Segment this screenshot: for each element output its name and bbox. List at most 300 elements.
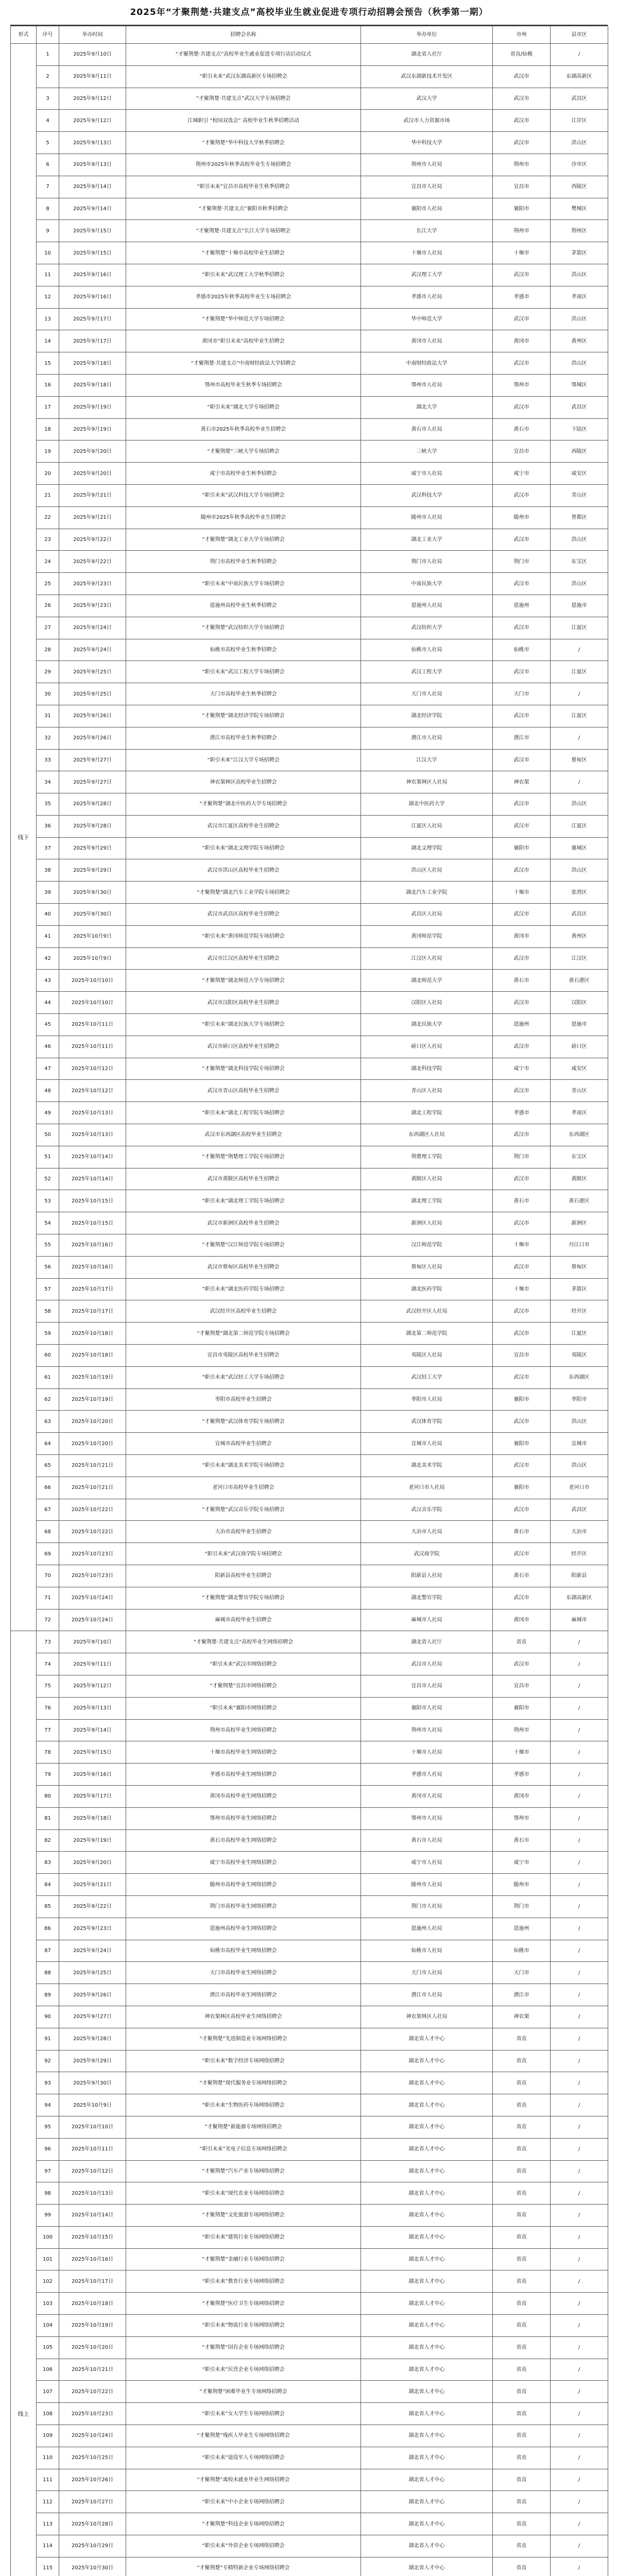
fair-name-cell: 武汉市汉阳区高校毕业生招聘会 (126, 992, 361, 1014)
city-cell: 襄阳市 (493, 1477, 551, 1499)
index-cell: 82 (37, 1829, 59, 1852)
header-district: 县市区 (551, 26, 608, 44)
city-cell: 省直 (493, 2403, 551, 2425)
table-row (11, 617, 608, 639)
table-row (11, 242, 608, 264)
fair-name-cell: “职引未来”黄冈师范学院专场招聘会 (126, 925, 361, 947)
date-cell: 2025年10月23日 (59, 2403, 126, 2425)
table-row (11, 1543, 608, 1565)
table-row (11, 1697, 608, 1719)
date-cell: 2025年9月13日 (59, 154, 126, 176)
index-cell: 107 (37, 2381, 59, 2403)
date-cell: 2025年9月18日 (59, 374, 126, 396)
table-row (11, 1895, 608, 1918)
organizer-cell: 鄂州市人社局 (361, 1807, 493, 1829)
city-cell: 荆州市 (493, 220, 551, 242)
organizer-cell: 硚口区人社局 (361, 1036, 493, 1058)
organizer-cell: 黄陂区人社局 (361, 1168, 493, 1190)
organizer-cell: 武汉大学 (361, 88, 493, 110)
index-cell: 35 (37, 793, 59, 816)
table-row (11, 330, 608, 352)
organizer-cell: 夷陵区人社局 (361, 1345, 493, 1367)
index-cell: 36 (37, 815, 59, 837)
date-cell: 2025年9月29日 (59, 859, 126, 882)
city-cell: 省直 (493, 2205, 551, 2227)
index-cell: 16 (37, 374, 59, 396)
date-cell: 2025年10月12日 (59, 2160, 126, 2182)
fair-name-cell: “职引未来”女大学生专场网络招聘会 (126, 2403, 361, 2425)
city-cell: 武汉市 (493, 1366, 551, 1388)
date-cell: 2025年9月10日 (59, 44, 126, 66)
date-cell: 2025年10月20日 (59, 2336, 126, 2359)
index-cell: 3 (37, 88, 59, 110)
date-cell: 2025年9月19日 (59, 1829, 126, 1852)
index-cell: 67 (37, 1499, 59, 1521)
fair-name-cell: “才聚荆楚”金融行业专场网络招聘会 (126, 2248, 361, 2270)
fair-name-cell: 荆门市高校毕业生网络招聘会 (126, 1895, 361, 1918)
date-cell: 2025年9月18日 (59, 1807, 126, 1829)
index-cell: 112 (37, 2491, 59, 2513)
fair-name-cell: 孝感市高校毕业生网络招聘会 (126, 1764, 361, 1786)
organizer-cell: 湖北省人才中心 (361, 2248, 493, 2270)
fair-name-cell: 天门市高校毕业生网络招聘会 (126, 1962, 361, 1984)
index-cell: 42 (37, 947, 59, 970)
index-cell: 50 (37, 1124, 59, 1146)
date-cell: 2025年10月27日 (59, 2491, 126, 2513)
district-cell: / (551, 2248, 608, 2270)
fair-name-cell: “职引未来”湖北民族大学专场招聘会 (126, 1014, 361, 1036)
table-row (11, 374, 608, 396)
index-cell: 85 (37, 1895, 59, 1918)
table-row (11, 264, 608, 286)
table-row (11, 2028, 608, 2050)
organizer-cell: 湖北省人才中心 (361, 2403, 493, 2425)
organizer-cell: 黄冈师范学院 (361, 925, 493, 947)
organizer-cell: 江汉大学 (361, 749, 493, 771)
date-cell: 2025年9月16日 (59, 286, 126, 308)
district-cell: 硚口区 (551, 1036, 608, 1058)
table-row (11, 1653, 608, 1675)
date-cell: 2025年10月20日 (59, 1411, 126, 1433)
table-row (11, 1852, 608, 1874)
organizer-cell: 湖北省人才中心 (361, 2182, 493, 2205)
city-cell: 荆门市 (493, 551, 551, 573)
district-cell: 洪山区 (551, 308, 608, 330)
district-cell: / (551, 1653, 608, 1675)
index-cell: 39 (37, 882, 59, 904)
district-cell: 江汉区 (551, 947, 608, 970)
city-cell: 随州市 (493, 506, 551, 529)
city-cell: 黄石市 (493, 970, 551, 992)
index-cell: 98 (37, 2182, 59, 2205)
index-cell: 68 (37, 1521, 59, 1543)
district-cell: / (551, 2469, 608, 2491)
date-cell: 2025年10月14日 (59, 2205, 126, 2227)
table-row (11, 1741, 608, 1764)
date-cell: 2025年9月21日 (59, 506, 126, 529)
table-row (11, 1124, 608, 1146)
period-cell: 线上 (11, 1631, 37, 2576)
organizer-cell: 枣阳市人社局 (361, 1388, 493, 1411)
organizer-cell: 江夏区人社局 (361, 815, 493, 837)
index-cell: 55 (37, 1234, 59, 1257)
index-cell: 94 (37, 2094, 59, 2116)
fair-name-cell: “才聚荆楚”湖北中医药大学专场招聘会 (126, 793, 361, 816)
city-cell: 黄石市 (493, 1190, 551, 1212)
index-cell: 76 (37, 1697, 59, 1719)
district-cell: / (551, 2226, 608, 2248)
date-cell: 2025年9月25日 (59, 661, 126, 683)
city-cell: 襄阳市 (493, 1697, 551, 1719)
city-cell: 武汉市 (493, 1080, 551, 1102)
date-cell: 2025年10月13日 (59, 2182, 126, 2205)
city-cell: 黄石市 (493, 418, 551, 440)
fair-name-cell: “才聚荆楚”新能源专场网络招聘会 (126, 2116, 361, 2138)
table-row (11, 65, 608, 88)
city-cell: 襄阳市 (493, 1433, 551, 1455)
organizer-cell: 三峡大学 (361, 440, 493, 463)
fair-name-cell: 神农架林区高校毕业生招聘会 (126, 771, 361, 793)
organizer-cell: 青山区人社局 (361, 1080, 493, 1102)
fair-name-cell: “职引未来”武汉轻工大学专场招聘会 (126, 1366, 361, 1388)
fair-name-cell: “才聚荆楚”汽车产业专场网络招聘会 (126, 2160, 361, 2182)
index-cell: 78 (37, 1741, 59, 1764)
table-row (11, 970, 608, 992)
fair-name-cell: 潜江市高校毕业生网络招聘会 (126, 1984, 361, 2006)
district-cell: 武昌区 (551, 88, 608, 110)
fair-name-cell: “才聚荆楚”残疾人毕业生专场网络招聘会 (126, 2425, 361, 2447)
index-cell: 80 (37, 1785, 59, 1807)
fair-name-cell: “才聚荆楚”湖北科技学院专场招聘会 (126, 1058, 361, 1080)
index-cell: 53 (37, 1190, 59, 1212)
date-cell: 2025年9月11日 (59, 1653, 126, 1675)
city-cell: 十堰市 (493, 242, 551, 264)
table-row (11, 2425, 608, 2447)
date-cell: 2025年9月23日 (59, 1918, 126, 1940)
organizer-cell: 仙桃市人社局 (361, 1940, 493, 1962)
index-cell: 109 (37, 2425, 59, 2447)
notice-sheet (10, 0, 608, 2576)
table-row (11, 859, 608, 882)
date-cell: 2025年10月22日 (59, 1521, 126, 1543)
city-cell: 荆州市 (493, 1719, 551, 1741)
city-cell: 武汉市 (493, 88, 551, 110)
table-row (11, 1984, 608, 2006)
city-cell: 武汉市 (493, 904, 551, 926)
district-cell: / (551, 1895, 608, 1918)
organizer-cell: 仙桃市人社局 (361, 639, 493, 661)
city-cell: 仙桃市 (493, 1940, 551, 1962)
city-cell: 省直 (493, 2381, 551, 2403)
date-cell: 2025年9月22日 (59, 529, 126, 551)
city-cell: 省直 (493, 2557, 551, 2576)
date-cell: 2025年9月18日 (59, 352, 126, 375)
index-cell: 29 (37, 661, 59, 683)
district-cell: 下陆区 (551, 418, 608, 440)
fair-name-cell: 黄冈市高校毕业生网络招聘会 (126, 1785, 361, 1807)
fair-name-cell: “才聚荆楚”华中师范大学专场招聘会 (126, 308, 361, 330)
date-cell: 2025年10月18日 (59, 1323, 126, 1345)
date-cell: 2025年10月30日 (59, 2557, 126, 2576)
organizer-cell: 黄冈市人社局 (361, 330, 493, 352)
index-cell: 75 (37, 1675, 59, 1697)
fair-name-cell: “才聚荆楚”华中科技大学秋季招聘会 (126, 132, 361, 154)
district-cell: / (551, 1719, 608, 1741)
index-cell: 38 (37, 859, 59, 882)
city-cell: 武汉市 (493, 396, 551, 418)
date-cell: 2025年9月23日 (59, 573, 126, 595)
organizer-cell: 湖北科技学院 (361, 1058, 493, 1080)
index-cell: 18 (37, 418, 59, 440)
district-cell: 经开区 (551, 1543, 608, 1565)
district-cell: / (551, 2557, 608, 2576)
table-row (11, 2359, 608, 2381)
city-cell: 随州市 (493, 1874, 551, 1896)
table-row (11, 1499, 608, 1521)
date-cell: 2025年10月17日 (59, 1300, 126, 1323)
date-cell: 2025年9月28日 (59, 2028, 126, 2050)
district-cell: / (551, 1940, 608, 1962)
fair-name-cell: 潜江市高校毕业生秋季招聘会 (126, 727, 361, 749)
date-cell: 2025年10月28日 (59, 2513, 126, 2535)
date-cell: 2025年9月16日 (59, 1764, 126, 1786)
date-cell: 2025年9月10日 (59, 1631, 126, 1653)
index-cell: 103 (37, 2293, 59, 2315)
district-cell: 经开区 (551, 1300, 608, 1323)
organizer-cell: 湖北工业大学 (361, 529, 493, 551)
organizer-cell: 湖北省人才中心 (361, 2293, 493, 2315)
city-cell: 省直 (493, 2535, 551, 2557)
index-cell: 111 (37, 2469, 59, 2491)
index-cell: 32 (37, 727, 59, 749)
district-cell: / (551, 2138, 608, 2160)
city-cell: 省直 (493, 2138, 551, 2160)
district-cell: 东湖高新区 (551, 65, 608, 88)
city-cell: 武汉市 (493, 793, 551, 816)
city-cell: 黄石市 (493, 1829, 551, 1852)
table-row (11, 132, 608, 154)
organizer-cell: 湖北省人才中心 (361, 2513, 493, 2535)
index-cell: 59 (37, 1323, 59, 1345)
organizer-cell: 湖北警官学院 (361, 1587, 493, 1609)
district-cell: 丹江口市 (551, 1234, 608, 1257)
district-cell: 黄石港区 (551, 1190, 608, 1212)
fair-name-cell: 武汉经开区高校毕业生招聘会 (126, 1300, 361, 1323)
organizer-cell: 湖北省人才中心 (361, 2116, 493, 2138)
fair-name-cell: “才聚荆楚”湖北工业大学专场招聘会 (126, 529, 361, 551)
fair-name-cell: “职引未来”现代农业专场网络招聘会 (126, 2182, 361, 2205)
date-cell: 2025年9月28日 (59, 815, 126, 837)
city-cell: 武汉市 (493, 264, 551, 286)
index-cell: 43 (37, 970, 59, 992)
fair-name-cell: 荆门市高校毕业生秋季招聘会 (126, 551, 361, 573)
city-cell: 襄阳市 (493, 837, 551, 859)
city-cell: 武汉市 (493, 1256, 551, 1278)
fair-name-cell: “职引未来”外资企业专场网络招聘会 (126, 2535, 361, 2557)
table-row (11, 2160, 608, 2182)
index-cell: 14 (37, 330, 59, 352)
fair-name-cell: 孝感市2025年秋季高校毕业生专场招聘会 (126, 286, 361, 308)
index-cell: 12 (37, 286, 59, 308)
district-cell: / (551, 2028, 608, 2050)
table-row (11, 1212, 608, 1234)
organizer-cell: 荆门市人社局 (361, 551, 493, 573)
index-cell: 86 (37, 1918, 59, 1940)
index-cell: 60 (37, 1345, 59, 1367)
district-cell: / (551, 2160, 608, 2182)
fair-name-cell: “才聚荆楚”先进制造业专场网络招聘会 (126, 2028, 361, 2050)
date-cell: 2025年9月24日 (59, 617, 126, 639)
table-row (11, 595, 608, 617)
index-cell: 69 (37, 1543, 59, 1565)
fair-name-cell: “职引未来”襄阳市网络招聘会 (126, 1697, 361, 1719)
district-cell: 枣阳市 (551, 1388, 608, 1411)
date-cell: 2025年10月9日 (59, 2094, 126, 2116)
table-row (11, 2513, 608, 2535)
organizer-cell: 武汉商学院 (361, 1543, 493, 1565)
index-cell: 77 (37, 1719, 59, 1741)
city-cell: 武汉市 (493, 1653, 551, 1675)
city-cell: 武汉市 (493, 1323, 551, 1345)
index-cell: 13 (37, 308, 59, 330)
fair-name-cell: 神农架林区高校毕业生网络招聘会 (126, 2006, 361, 2028)
index-cell: 4 (37, 110, 59, 132)
district-cell: 大冶市 (551, 1521, 608, 1543)
index-cell: 72 (37, 1609, 59, 1631)
organizer-cell: 武汉市人力资源市场 (361, 110, 493, 132)
index-cell: 58 (37, 1300, 59, 1323)
date-cell: 2025年9月12日 (59, 1675, 126, 1697)
city-cell: 鄂州市 (493, 374, 551, 396)
district-cell: / (551, 2006, 608, 2028)
district-cell: 汉阳区 (551, 992, 608, 1014)
city-cell: 黄石市 (493, 1565, 551, 1587)
index-cell: 33 (37, 749, 59, 771)
table-row (11, 1014, 608, 1036)
organizer-cell: 汉阳区人社局 (361, 992, 493, 1014)
table-row (11, 2270, 608, 2293)
district-cell: 东西湖区 (551, 1124, 608, 1146)
fair-name-cell: “才聚荆楚”湖北师范大学专场招聘会 (126, 970, 361, 992)
district-cell: 洪山区 (551, 264, 608, 286)
city-cell: 孝感市 (493, 1102, 551, 1124)
organizer-cell: 湖北省人才中心 (361, 2138, 493, 2160)
table-row (11, 683, 608, 705)
table-row (11, 1609, 608, 1631)
date-cell: 2025年9月26日 (59, 1984, 126, 2006)
city-cell: 武汉市 (493, 617, 551, 639)
city-cell: 十堰市 (493, 1741, 551, 1764)
organizer-cell: 荆州市人社局 (361, 1719, 493, 1741)
date-cell: 2025年9月19日 (59, 418, 126, 440)
organizer-cell: 孝感市人社局 (361, 1764, 493, 1786)
table-row (11, 2050, 608, 2072)
organizer-cell: 十堰市人社局 (361, 242, 493, 264)
table-row (11, 2138, 608, 2160)
date-cell: 2025年10月10日 (59, 2116, 126, 2138)
organizer-cell: 湖北省人才中心 (361, 2359, 493, 2381)
city-cell: 武汉市 (493, 947, 551, 970)
table-row (11, 2315, 608, 2337)
date-cell: 2025年9月12日 (59, 110, 126, 132)
district-cell: 蔡甸区 (551, 1256, 608, 1278)
organizer-cell: 潜江市人社局 (361, 1984, 493, 2006)
header-date: 举办时间 (59, 26, 126, 44)
index-cell: 30 (37, 683, 59, 705)
index-cell: 23 (37, 529, 59, 551)
city-cell: 武汉市 (493, 573, 551, 595)
fair-name-cell: “才聚荆楚”武汉纺织大学专场招聘会 (126, 617, 361, 639)
district-cell: 咸安区 (551, 1058, 608, 1080)
organizer-cell: 湖北省人才中心 (361, 2469, 493, 2491)
fair-name-cell: “才聚荆楚·共建支点”中南财经政法大学招聘会 (126, 352, 361, 375)
city-cell: 十堰市 (493, 1234, 551, 1257)
table-row (11, 1256, 608, 1278)
city-cell: 神农架 (493, 2006, 551, 2028)
fair-name-cell: 阳新县高校毕业生招聘会 (126, 1565, 361, 1587)
index-cell: 89 (37, 1984, 59, 2006)
index-cell: 31 (37, 705, 59, 727)
date-cell: 2025年9月24日 (59, 1940, 126, 1962)
date-cell: 2025年10月14日 (59, 1168, 126, 1190)
organizer-cell: 阳新县人社局 (361, 1565, 493, 1587)
index-cell: 5 (37, 132, 59, 154)
table-row (11, 2447, 608, 2469)
table-row (11, 286, 608, 308)
city-cell: 孝感市 (493, 1764, 551, 1786)
fair-name-cell: 武汉市青山区高校毕业生招聘会 (126, 1080, 361, 1102)
date-cell: 2025年9月17日 (59, 330, 126, 352)
district-cell: / (551, 1807, 608, 1829)
city-cell: 襄阳市 (493, 1388, 551, 1411)
index-cell: 54 (37, 1212, 59, 1234)
organizer-cell: 湖北省人才中心 (361, 2557, 493, 2576)
table-row (11, 1940, 608, 1962)
index-cell: 110 (37, 2447, 59, 2469)
date-cell: 2025年9月26日 (59, 727, 126, 749)
date-cell: 2025年9月14日 (59, 176, 126, 198)
index-cell: 15 (37, 352, 59, 375)
index-cell: 41 (37, 925, 59, 947)
city-cell: 宜昌市 (493, 176, 551, 198)
table-row (11, 1058, 608, 1080)
fair-name-cell: “才聚荆楚”医疗卫生专场网络招聘会 (126, 2293, 361, 2315)
fair-name-cell: 仙桃市高校毕业生网络招聘会 (126, 1940, 361, 1962)
city-cell: 恩施州 (493, 1918, 551, 1940)
district-cell: 沙市区 (551, 154, 608, 176)
city-cell: 省直 (493, 1631, 551, 1653)
fair-name-cell: “才聚荆楚”武汉体育学院专场招聘会 (126, 1411, 361, 1433)
table-header-row (11, 26, 608, 44)
fair-name-cell: 武汉市洪山区高校毕业生招聘会 (126, 859, 361, 882)
organizer-cell: 华中师范大学 (361, 308, 493, 330)
organizer-cell: 江汉区人社局 (361, 947, 493, 970)
fair-name-cell: “职引未来”武汉理工大学秋季招聘会 (126, 264, 361, 286)
fair-name-cell: “职引未来”湖北工程学院专场招聘会 (126, 1102, 361, 1124)
fair-name-cell: 武汉市江汉区高校毕业生招聘会 (126, 947, 361, 970)
organizer-cell: 黄石市人社局 (361, 418, 493, 440)
organizer-cell: 湖北省人才中心 (361, 2226, 493, 2248)
organizer-cell: 湖北省人才中心 (361, 2447, 493, 2469)
city-cell: 武汉市 (493, 1455, 551, 1477)
city-cell: 武汉市 (493, 1543, 551, 1565)
fair-name-cell: “职引未来”退役军人专场网络招聘会 (126, 2447, 361, 2469)
organizer-cell: 荆楚理工学院 (361, 1146, 493, 1168)
table-row (11, 396, 608, 418)
district-cell: 武昌区 (551, 904, 608, 926)
fair-name-cell: “才聚荆楚·共建支点”长江大学专场招聘会 (126, 220, 361, 242)
district-cell: 洪山区 (551, 1455, 608, 1477)
